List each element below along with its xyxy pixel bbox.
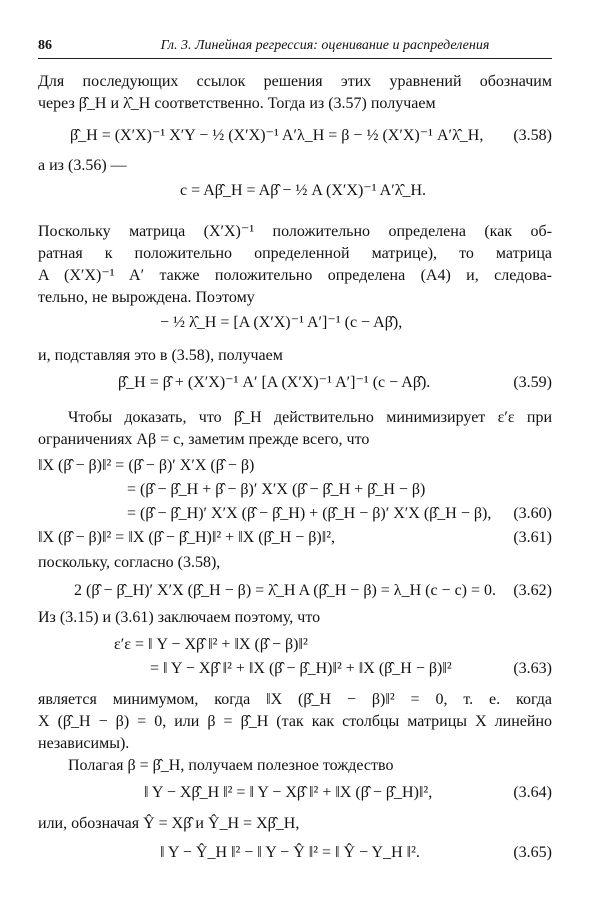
text-line: поскольку, согласно (3.58), [38,554,221,571]
equation-c: c = Aβ̂_H = Aβ̂ − ½ A (X′X)⁻¹ A′λ̂_H. [180,182,427,199]
equation-number: (3.62) [513,582,552,599]
equation-3-59: β̂_H = β̂ + (X′X)⁻¹ A′ [A (X′X)⁻¹ A′]⁻¹ (c − Aβ̂). [118,374,431,391]
text-line: Чтобы доказать, что β̂_H действительно минимизирует ε′ε при [68,409,552,426]
equation-number: (3.61) [513,529,552,546]
text-line: Из (3.15) и (3.61) заключаем поэтому, что [38,609,321,626]
equation-number: (3.58) [513,127,552,144]
equation-3-61: ‖X (β̂ − β)‖² = ‖X (β̂ − β̂_H)‖² + ‖X (β̂_H − β)‖², [38,529,336,546]
text-line: или, обозначая Ŷ = Xβ̂ и Ŷ_H = Xβ̂_H, [38,815,300,832]
text-line: а из (3.56) — [38,157,127,174]
equation-3-64: ‖ Y − Xβ̂_H ‖² = ‖ Y − Xβ̂ ‖² + ‖X (β̂ − β̂_H)‖², [144,784,433,801]
equation-3-60-line-1: ‖X (β̂ − β)‖² = (β̂ − β)′ X′X (β̂ − β) [38,457,255,474]
text-line: ограничениях Aβ = c, заметим прежде всего, что [38,431,370,448]
equation-number: (3.64) [513,784,552,801]
equation-3-58: β̂_H = (X′X)⁻¹ X′Y − ½ (X′X)⁻¹ A′λ_H = β − ½ (X′X)⁻¹ A′λ̂_H, [70,127,484,144]
equation-lambda: − ½ λ̂_H = [A (X′X)⁻¹ A′]⁻¹ (c − Aβ̂), [160,314,403,331]
text-line: и, подставляя это в (3.58), получаем [38,347,283,364]
text-line: Для последующих ссылок решения этих уравнений обозначим [38,73,552,90]
text-line: тельно, не вырождена. Поэтому [38,289,255,306]
text-line: ратная к положительно определенной матрице), то матрица [38,245,552,262]
text-line: является минимумом, когда ‖X (β̂_H − β)‖² = 0, т. е. когда [38,691,552,708]
equation-3-60-line-2: = (β̂ − β̂_H + β̂ − β)′ X′X (β̂ − β̂_H + β̂_H − β) [127,481,426,498]
page-number: 86 [38,38,52,53]
equation-3-63-line-2: = ‖ Y − Xβ̂ ‖² + ‖X (β̂ − β̂_H)‖² + ‖X (β̂_H − β)‖² [150,660,452,677]
equation-number: (3.59) [513,374,552,391]
equation-3-62: 2 (β̂ − β̂_H)′ X′X (β̂_H − β) = λ̂_H A (β̂_H − β) = λ_H (c − c) = 0. [74,582,497,599]
chapter-title: Гл. 3. Линейная регрессия: оценивание и распределения [160,38,490,53]
equation-3-60-line-3: = (β̂ − β̂_H)′ X′X (β̂ − β̂_H) + (β̂_H − β)′ X′X (β̂_H − β), [127,505,492,522]
page-header [38,36,552,59]
text-line: Полагая β = β̂_H, получаем полезное тождество [68,757,394,774]
equation-number: (3.60) [513,505,552,522]
text-line: Поскольку матрица (X′X)⁻¹ положительно определена (как об- [38,223,552,240]
equation-number: (3.63) [513,660,552,677]
text-line: A (X′X)⁻¹ A′ также положительно определена (A4) и, следова- [38,267,552,284]
equation-3-65: ‖ Y − Ŷ_H ‖² − ‖ Y − Ŷ ‖² = ‖ Ŷ − Y_H ‖². [160,844,420,861]
text-line: независимы). [38,735,130,752]
text-line: X (β̂_H − β) = 0, или β = β̂_H (так как столбцы матрицы X линейно [38,713,552,730]
equation-3-63-line-1: ε′ε = ‖ Y − Xβ̂ ‖² + ‖X (β̂ − β)‖² [114,636,308,653]
text-line: через β̂_H и λ̂_H соответственно. Тогда из (3.57) получаем [38,95,436,112]
equation-number: (3.65) [513,844,552,861]
